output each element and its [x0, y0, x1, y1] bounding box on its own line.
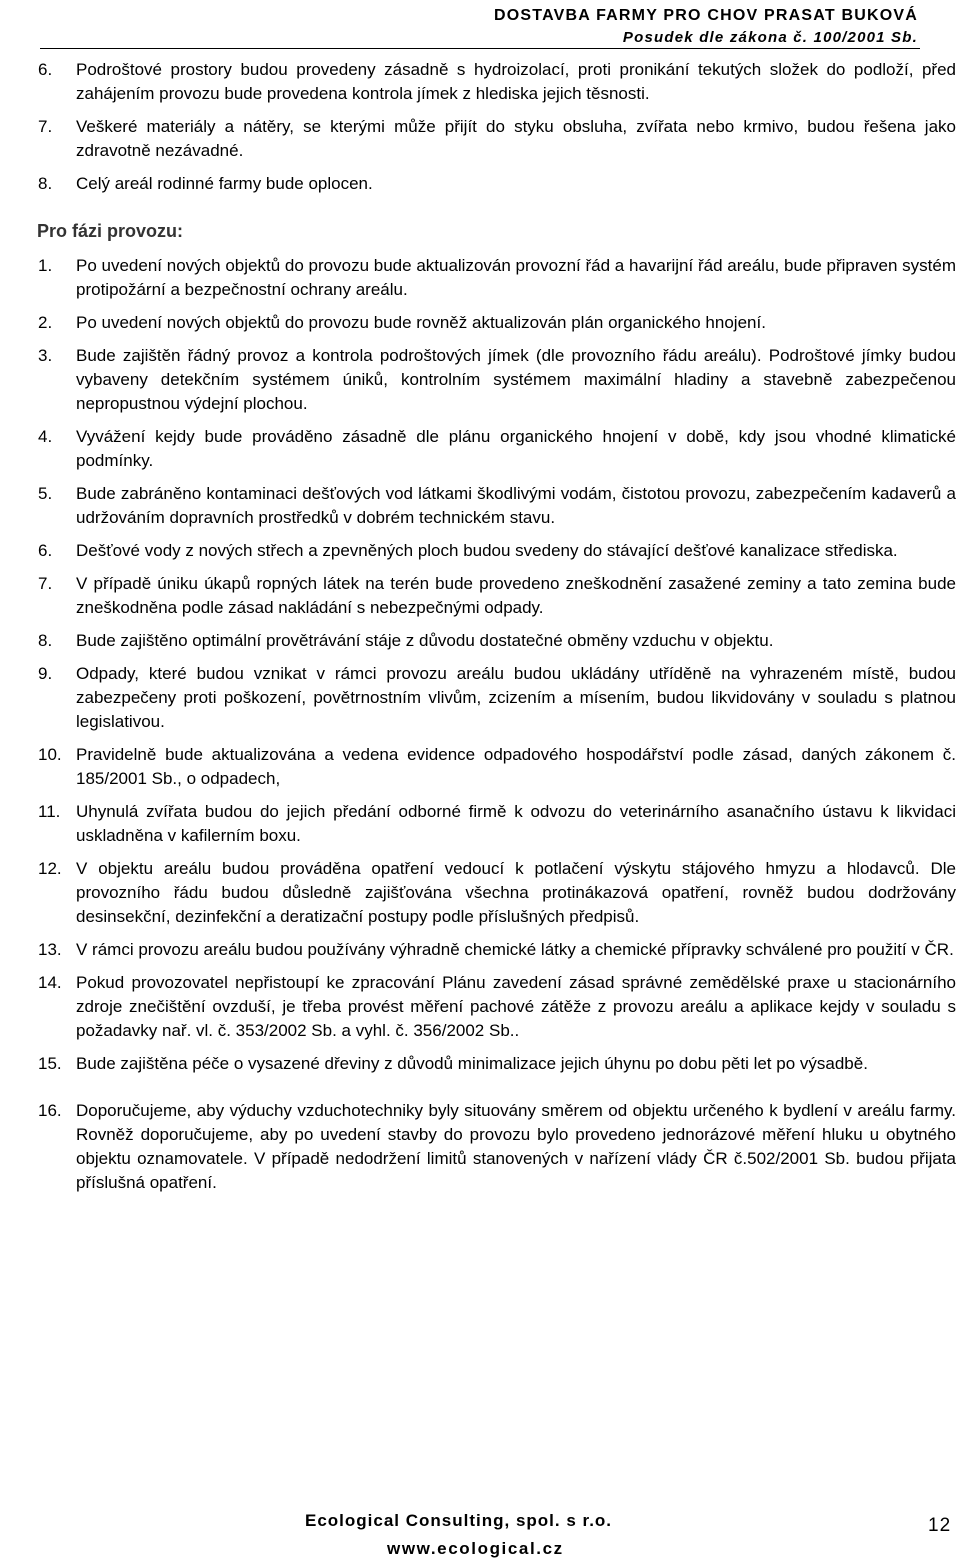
item-text: Po uvedení nových objektů do provozu bude aktualizován provozní řád a havarijní řád areálu, bude připraven systém protipožární a bezpečnostní ochrany areálu.	[76, 256, 956, 299]
item-number: 11.	[38, 802, 61, 821]
item-text: Celý areál rodinné farmy bude oplocen.	[76, 174, 373, 193]
item-number: 5.	[38, 484, 53, 503]
item-number: 16.	[38, 1101, 62, 1120]
item-text: Po uvedení nových objektů do provozu bude rovněž aktualizován plán organického hnojení.	[76, 313, 766, 332]
list-item	[38, 743, 956, 791]
item-number: 7.	[38, 574, 53, 593]
section-heading: Pro fázi provozu:	[37, 221, 184, 241]
item-number: 13.	[38, 940, 62, 959]
item-text: Pravidelně bude aktualizována a vedena evidence odpadového hospodářství podle zásad, daných zákonem č. 185/2001 Sb., o odpadech,	[76, 745, 956, 788]
item-number: 2.	[38, 313, 53, 332]
construction-measures-list	[38, 58, 956, 196]
item-text: V objektu areálu budou prováděna opatření vedoucí k potlačení výskytu stájového hmyzu a hlodavců. Dle provozního řádu budou důsledně zajišťována všechna protinákazová opatření, rovněž budou dodržovány desinsekční, dezinfekční a deratizační postupy podle příslušných předpisů.	[76, 859, 956, 926]
page-header	[494, 6, 918, 47]
item-text: Veškeré materiály a nátěry, se kterými může přijít do styku obsluha, zvířata nebo krmivo, budou řešena jako zdravotně nezávadné.	[76, 117, 956, 160]
list-item	[38, 539, 956, 563]
list-item	[38, 971, 956, 1043]
item-text: Bude zajištěn řádný provoz a kontrola podroštových jímek (dle provozního řádu areálu). Podroštové jímky budou vybaveny detekčním systémem úniků, kontrolním systémem maximální hladiny a stavebně zabezpečenou nepropustnou výdejní plochou.	[76, 346, 956, 413]
item-number: 7.	[38, 117, 53, 136]
item-text: Uhynulá zvířata budou do jejich předání odborné firmě k odvozu do veterinárního asanačního ústavu k likvidaci uskladněna v kafilerním boxu.	[76, 802, 956, 845]
item-number: 1.	[38, 256, 53, 275]
item-text: Vyvážení kejdy bude prováděno zásadně dle plánu organického hnojení v době, kdy jsou vhodné klimatické podmínky.	[76, 427, 956, 470]
item-text: Bude zajištěna péče o vysazené dřeviny z důvodů minimalizace jejich úhynu po dobu pěti let po výsadbě.	[76, 1054, 868, 1073]
list-item	[38, 938, 956, 962]
list-item	[38, 572, 956, 620]
list-item	[38, 172, 956, 196]
item-text: Pokud provozovatel nepřistoupí ke zpracování Plánu zavedení zásad správné zemědělské praxe u stacionárního zdroje znečištění ovzduší, je třeba provést měření pachové zátěže z provozu areálu a aplikace kejdy v souladu s požadavky nař. vl. č. 353/2002 Sb. a vyhl. č. 356/2002 Sb..	[76, 973, 956, 1040]
item-number: 6.	[38, 60, 53, 79]
item-number: 8.	[38, 631, 53, 650]
item-text: Podroštové prostory budou provedeny zásadně s hydroizolací, proti pronikání tekutých složek do podloží, před zahájením provozu bude provedena kontrola jímek z hlediska jejich těsnosti.	[76, 60, 956, 103]
item-text: V případě úniku úkapů ropných látek na terén bude provedeno zneškodnění zasažené zeminy a tato zemina bude zneškodněna podle zásad nakládání s nebezpečnými odpady.	[76, 574, 956, 617]
item-text: Odpady, které budou vznikat v rámci provozu areálu budou ukládány utříděně na vyhrazeném místě, budou zabezpečeny proti poškození, povětrnostním vlivům, zcizením a mísením, budou likvidovány v souladu s platnou legislativou.	[76, 664, 956, 731]
list-item	[38, 662, 956, 734]
list-item	[38, 629, 956, 653]
company-name: Ecological Consulting, spol. s r.o.	[305, 1511, 613, 1530]
item-number: 10.	[38, 745, 62, 764]
list-item	[38, 58, 956, 106]
item-number: 8.	[38, 174, 53, 193]
document-title: DOSTAVBA FARMY PRO CHOV PRASAT BUKOVÁ	[494, 7, 918, 24]
item-number: 9.	[38, 664, 53, 683]
item-number: 12.	[38, 859, 62, 878]
item-text: Bude zajištěno optimální provětrávání stáje z důvodu dostatečné obměny vzduchu v objektu.	[76, 631, 774, 650]
item-text: Dešťové vody z nových střech a zpevněných ploch budou svedeny do stávající dešťové kanalizace střediska.	[76, 541, 898, 560]
list-item	[38, 115, 956, 163]
item-number: 4.	[38, 427, 53, 446]
page-number: 12	[928, 1515, 952, 1536]
list-item	[38, 1099, 956, 1195]
list-item	[38, 1052, 956, 1076]
item-text: Doporučujeme, aby výduchy vzduchotechniky byly situovány směrem od objektu určeného k bydlení v areálu farmy. Rovněž doporučujeme, aby po uvedení stavby do provozu bylo provedeno jednorázové měření hluku u obytného objektu oznamovatele. V případě nedodržení limitů stanovených v nařízení vlády ČR č.502/2001 Sb. budou přijata příslušná opatření.	[76, 1101, 956, 1192]
item-number: 6.	[38, 541, 53, 560]
operation-measures-list	[38, 254, 956, 1195]
item-number: 14.	[38, 973, 62, 992]
list-item	[38, 800, 956, 848]
list-item	[38, 311, 956, 335]
company-website: www.ecological.cz	[387, 1539, 564, 1558]
list-item	[38, 425, 956, 473]
list-item	[38, 254, 956, 302]
list-item	[38, 857, 956, 929]
document-body	[38, 58, 956, 1204]
document-subtitle: Posudek dle zákona č. 100/2001 Sb.	[622, 29, 918, 46]
item-text: Bude zabráněno kontaminaci dešťových vod látkami škodlivými vodám, čistotou provozu, zabezpečením kadaverů a udržováním dopravních prostředků v dobrém technickém stavu.	[76, 484, 956, 527]
item-text: V rámci provozu areálu budou používány výhradně chemické látky a chemické přípravky schválené pro použití v ČR.	[76, 940, 954, 959]
item-number: 3.	[38, 346, 53, 365]
item-number: 15.	[38, 1054, 62, 1073]
list-item	[38, 344, 956, 416]
list-item	[38, 482, 956, 530]
header-divider	[40, 48, 920, 49]
